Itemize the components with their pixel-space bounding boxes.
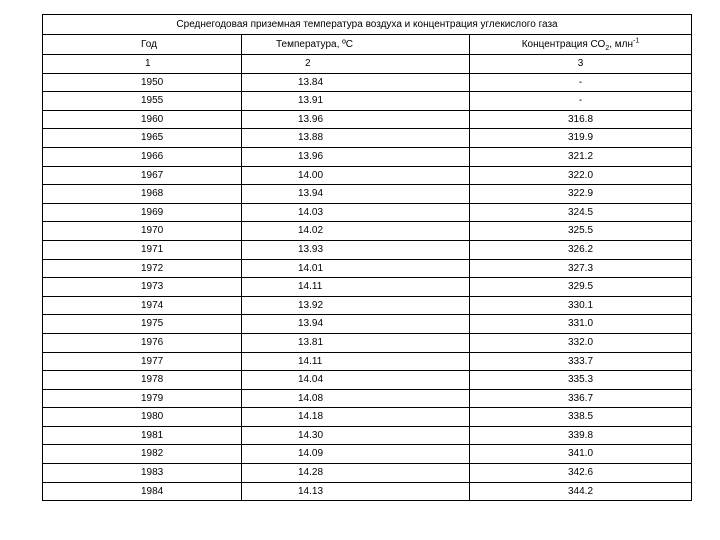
table-row	[43, 110, 692, 129]
cell-year: 1950	[43, 73, 242, 92]
cell-temperature: 14.01	[242, 259, 470, 278]
cell-year: 1980	[43, 408, 242, 427]
cell-year: 1982	[43, 445, 242, 464]
cell-co2: 321.2	[470, 147, 692, 166]
cell-temperature: 13.81	[242, 333, 470, 352]
cell-year: 1967	[43, 166, 242, 185]
cell-co2: 333.7	[470, 352, 692, 371]
header-co2-subscript: 2	[605, 45, 610, 52]
cell-co2: 326.2	[470, 240, 692, 259]
cell-co2: -	[470, 73, 692, 92]
header-co2	[470, 35, 692, 55]
table-title-row	[43, 15, 692, 35]
cell-temperature: 13.94	[242, 315, 470, 334]
cell-temperature: 13.84	[242, 73, 470, 92]
cell-year: 1972	[43, 259, 242, 278]
cell-temperature: 13.91	[242, 92, 470, 111]
cell-co2: 329.5	[470, 278, 692, 297]
header-co2-prefix: Концентрация СО	[521, 39, 606, 50]
cell-co2: 341.0	[470, 445, 692, 464]
cell-temperature: 13.96	[242, 147, 470, 166]
cell-co2: 319.9	[470, 129, 692, 148]
cell-temperature: 13.94	[242, 185, 470, 204]
cell-year: 1981	[43, 426, 242, 445]
table-row	[43, 166, 692, 185]
cell-co2: 332.0	[470, 333, 692, 352]
cell-co2: 339.8	[470, 426, 692, 445]
cell-co2: 344.2	[470, 482, 692, 501]
cell-temperature: 14.08	[242, 389, 470, 408]
table-row	[43, 259, 692, 278]
cell-temperature: 14.30	[242, 426, 470, 445]
cell-temperature: 14.04	[242, 371, 470, 390]
column-number-2: 2	[242, 55, 470, 74]
table-row	[43, 278, 692, 297]
table-row	[43, 333, 692, 352]
table-row	[43, 129, 692, 148]
cell-co2: 327.3	[470, 259, 692, 278]
table-row	[43, 147, 692, 166]
cell-year: 1965	[43, 129, 242, 148]
column-number-3: 3	[470, 55, 692, 74]
cell-co2: 342.6	[470, 464, 692, 483]
cell-year: 1975	[43, 315, 242, 334]
cell-temperature: 13.93	[242, 240, 470, 259]
header-co2-unit: , млн	[609, 39, 634, 50]
cell-year: 1973	[43, 278, 242, 297]
table-row	[43, 482, 692, 501]
table-row	[43, 352, 692, 371]
cell-year: 1971	[43, 240, 242, 259]
cell-year: 1970	[43, 222, 242, 241]
table-row	[43, 389, 692, 408]
cell-temperature: 14.18	[242, 408, 470, 427]
cell-co2: 331.0	[470, 315, 692, 334]
table-row	[43, 464, 692, 483]
table-row	[43, 445, 692, 464]
table-row	[43, 92, 692, 111]
table-row	[43, 408, 692, 427]
table-row	[43, 73, 692, 92]
cell-co2: 338.5	[470, 408, 692, 427]
header-year: Год	[43, 35, 242, 55]
cell-co2: 330.1	[470, 296, 692, 315]
cell-co2: 325.5	[470, 222, 692, 241]
cell-co2: 322.0	[470, 166, 692, 185]
table-row	[43, 296, 692, 315]
cell-year: 1966	[43, 147, 242, 166]
cell-co2: 335.3	[470, 371, 692, 390]
table-row	[43, 185, 692, 204]
cell-year: 1979	[43, 389, 242, 408]
cell-co2: -	[470, 92, 692, 111]
table-row	[43, 240, 692, 259]
cell-co2: 322.9	[470, 185, 692, 204]
header-temperature: Температура, ºС	[242, 35, 470, 55]
table-header-row	[43, 35, 692, 55]
cell-co2: 336.7	[470, 389, 692, 408]
cell-year: 1968	[43, 185, 242, 204]
cell-temperature: 13.92	[242, 296, 470, 315]
cell-year: 1978	[43, 371, 242, 390]
cell-year: 1955	[43, 92, 242, 111]
cell-temperature: 14.09	[242, 445, 470, 464]
cell-temperature: 14.00	[242, 166, 470, 185]
header-co2-superscript: -1	[633, 37, 640, 45]
table-row	[43, 426, 692, 445]
table-row	[43, 315, 692, 334]
climate-data-table	[42, 14, 692, 501]
cell-co2: 316.8	[470, 110, 692, 129]
cell-year: 1977	[43, 352, 242, 371]
cell-temperature: 14.11	[242, 278, 470, 297]
cell-temperature: 14.28	[242, 464, 470, 483]
column-number-1: 1	[43, 55, 242, 74]
cell-temperature: 13.96	[242, 110, 470, 129]
cell-temperature: 13.88	[242, 129, 470, 148]
cell-year: 1984	[43, 482, 242, 501]
cell-temperature: 14.03	[242, 203, 470, 222]
cell-co2: 324.5	[470, 203, 692, 222]
cell-year: 1983	[43, 464, 242, 483]
table-row	[43, 203, 692, 222]
table-row	[43, 222, 692, 241]
cell-temperature: 14.02	[242, 222, 470, 241]
cell-year: 1974	[43, 296, 242, 315]
cell-temperature: 14.13	[242, 482, 470, 501]
cell-year: 1976	[43, 333, 242, 352]
table-title: Среднегодовая приземная температура воздуха и концентрация углекислого газа	[43, 15, 692, 35]
cell-temperature: 14.11	[242, 352, 470, 371]
cell-year: 1960	[43, 110, 242, 129]
column-number-row	[43, 55, 692, 74]
cell-year: 1969	[43, 203, 242, 222]
table-row	[43, 371, 692, 390]
